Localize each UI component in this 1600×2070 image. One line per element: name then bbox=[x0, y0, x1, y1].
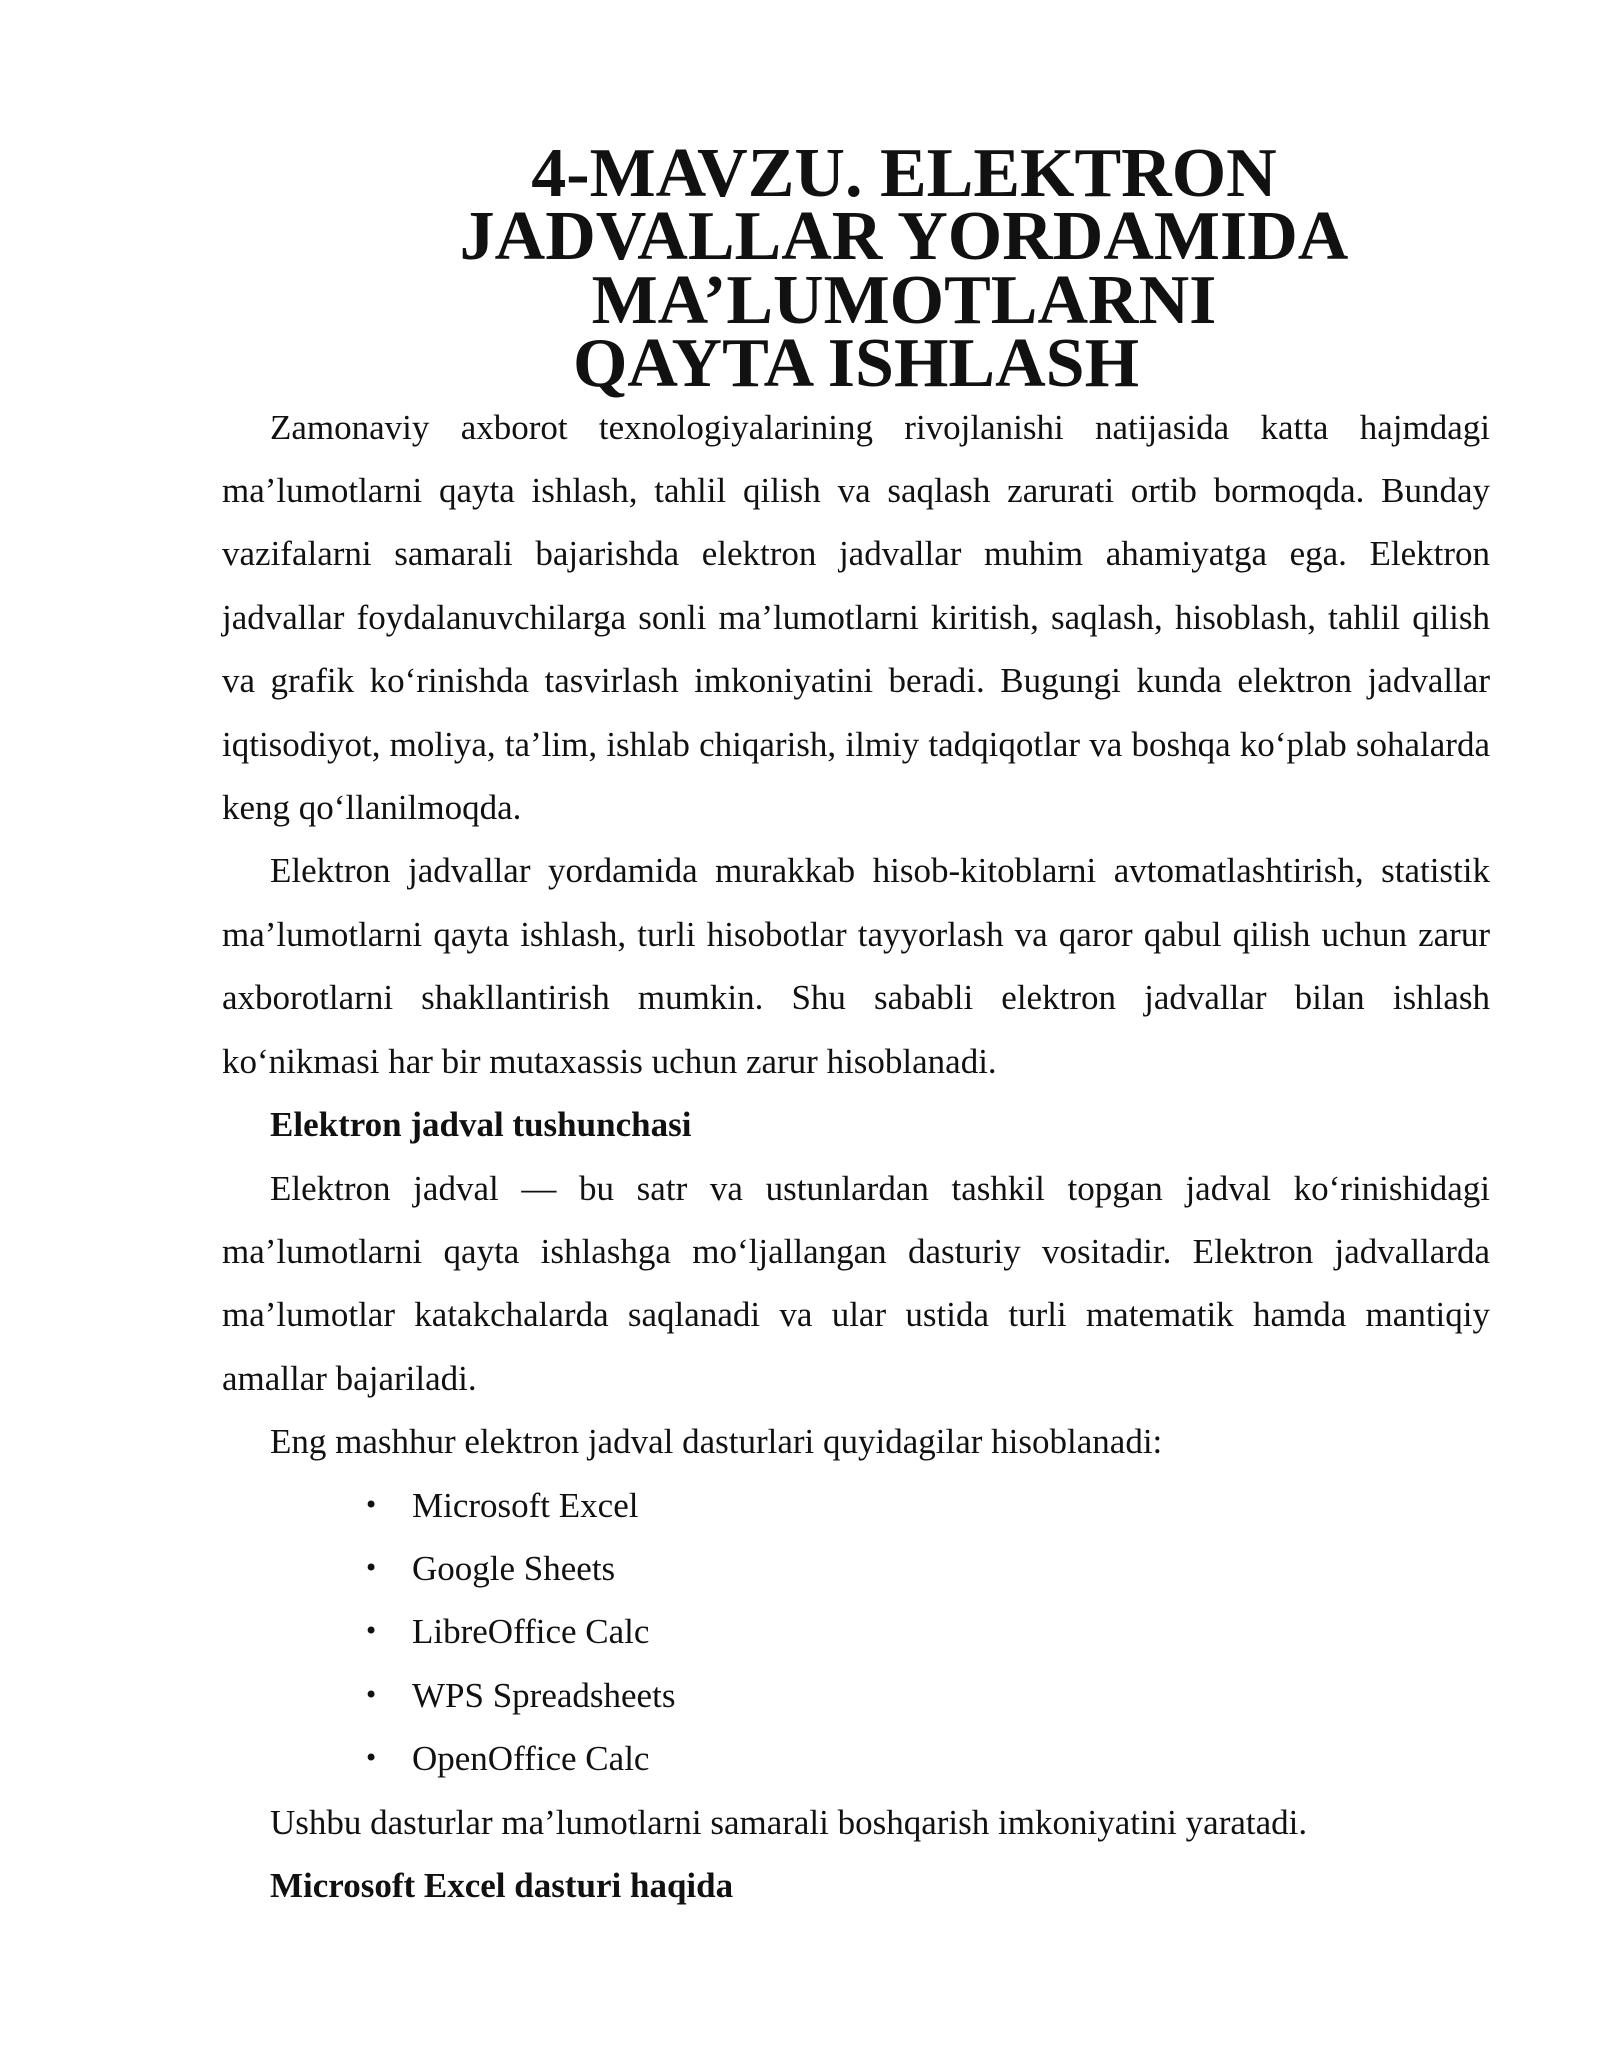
title-line-1: 4-MAVZU. ELEKTRON JADVALLAR YORDAMIDA MA’LUMOTLARNI bbox=[459, 135, 1349, 339]
bullet-icon: • bbox=[364, 1680, 379, 1709]
document-title bbox=[222, 135, 1490, 403]
bullet-icon: • bbox=[364, 1617, 379, 1646]
list-item bbox=[364, 1474, 1490, 1537]
program-name: LibreOffice Calc bbox=[412, 1612, 650, 1652]
list-item bbox=[364, 1537, 1490, 1600]
programs-summary-paragraph: Ushbu dasturlar ma’lumotlarni samarali boshqarish imkoniyatini yaratadi. bbox=[270, 1802, 1308, 1842]
bullet-icon: • bbox=[364, 1553, 379, 1582]
program-name: OpenOffice Calc bbox=[412, 1739, 650, 1779]
section-heading-spreadsheet-concept: Elektron jadval tushunchasi bbox=[270, 1105, 692, 1145]
program-name: WPS Spreadsheets bbox=[412, 1675, 676, 1715]
title-line-2: QAYTA ISHLASH bbox=[572, 325, 1140, 403]
program-name: Microsoft Excel bbox=[412, 1485, 639, 1525]
definition-paragraph: Elektron jadval — bu satr va ustunlardan tashkil topgan jadval ko‘rinishidagi ma’lumotlarni qayta ishlashga mo‘ljallangan dasturiy vositadir. Elektron jadvallarda ma’lumotlar katakchalarda saqlanadi va ular ustida turli matematik hamda mantiqiy amallar bajariladi. bbox=[222, 1168, 1490, 1398]
document-page bbox=[222, 135, 1490, 1917]
programs-list bbox=[222, 1474, 1490, 1791]
list-item bbox=[364, 1664, 1490, 1727]
list-item bbox=[364, 1727, 1490, 1790]
section-heading-excel: Microsoft Excel dasturi haqida bbox=[270, 1865, 734, 1905]
bullet-icon: • bbox=[364, 1490, 379, 1519]
programs-list-intro: Eng mashhur elektron jadval dasturlari quyidagilar hisoblanadi: bbox=[270, 1422, 1163, 1462]
list-item bbox=[364, 1600, 1490, 1663]
bullet-icon: • bbox=[364, 1744, 379, 1773]
program-name: Google Sheets bbox=[412, 1548, 616, 1588]
automation-paragraph: Elektron jadvallar yordamida murakkab hisob-kitoblarni avtomatlashtirish, statistik ma’lumotlarni qayta ishlash, turli hisobotlar tayyorlash va qaror qabul qilish uchun zarur axborotlarni shakllantirish mumkin. Shu sababli elektron jadvallar bilan ishlash ko‘nikmasi har bir mutaxassis uchun zarur hisoblanadi. bbox=[222, 851, 1490, 1081]
intro-paragraph: Zamonaviy axborot texnologiyalarining rivojlanishi natijasida katta hajmdagi ma’lumotlarni qayta ishlash, tahlil qilish va saqlash zarurati ortib bormoqda. Bunday vazifalarni samarali bajarishda elektron jadvallar muhim ahamiyatga ega. Elektron jadvallar foydalanuvchilarga sonli ma’lumotlarni kiritish, saqlash, hisoblash, tahlil qilish va grafik ko‘rinishda tasvirlash imkoniyatini beradi. Bugungi kunda elektron jadvallar iqtisodiyot, moliya, ta’lim, ishlab chiqarish, ilmiy tadqiqotlar va boshqa ko‘plab sohalarda keng qo‘llanilmoqda. bbox=[222, 407, 1490, 828]
